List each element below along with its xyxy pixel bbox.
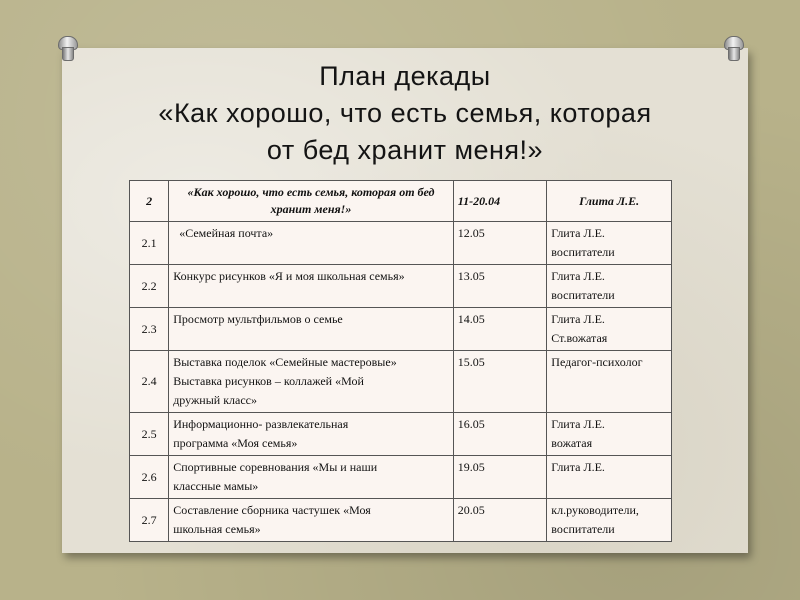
- title-line-1: План декады: [319, 61, 491, 91]
- row-date: 14.05: [453, 308, 547, 351]
- header-num: 2: [130, 181, 169, 222]
- row-date: 13.05: [453, 265, 547, 308]
- row-name: Просмотр мультфильмов о семье: [169, 308, 454, 351]
- row-date: 19.05: [453, 456, 547, 499]
- row-num: 2.5: [130, 413, 169, 456]
- row-responsible: кл.руководители, воспитатели: [547, 499, 672, 542]
- row-responsible: Глита Л.Е. Ст.вожатая: [547, 308, 672, 351]
- row-responsible: Глита Л.Е. воспитатели: [547, 265, 672, 308]
- row-responsible: Педагог-психолог: [547, 351, 672, 413]
- row-responsible: Глита Л.Е. воспитатели: [547, 222, 672, 265]
- row-num: 2.7: [130, 499, 169, 542]
- table-row: [130, 308, 672, 351]
- table-row: [130, 413, 672, 456]
- row-date: 16.05: [453, 413, 547, 456]
- row-responsible: Глита Л.Е. вожатая: [547, 413, 672, 456]
- page-title: [62, 58, 748, 169]
- row-num: 2.2: [130, 265, 169, 308]
- pushpin-icon: [58, 36, 76, 60]
- plan-table: [129, 180, 672, 542]
- row-date: 12.05: [453, 222, 547, 265]
- row-name: Выставка поделок «Семейные мастеровые» Выставка рисунков – коллажей «Мой дружный класс»: [169, 351, 454, 413]
- row-name: Информационно- развлекательная программа «Моя семья»: [169, 413, 454, 456]
- title-line-3: от бед хранит меня!»: [266, 135, 544, 165]
- row-date: 20.05: [453, 499, 547, 542]
- table-row: [130, 456, 672, 499]
- header-responsible: Глита Л.Е.: [547, 181, 672, 222]
- table-row: [130, 351, 672, 413]
- header-name: «Как хорошо, что есть семья, которая от бед хранит меня!»: [169, 181, 454, 222]
- row-num: 2.6: [130, 456, 169, 499]
- row-num: 2.3: [130, 308, 169, 351]
- title-line-2: «Как хорошо, что есть семья, которая: [158, 98, 652, 128]
- row-name: Конкурс рисунков «Я и моя школьная семья»: [169, 265, 454, 308]
- header-date: 11-20.04: [453, 181, 547, 222]
- table-row: [130, 222, 672, 265]
- pushpin-icon: [724, 36, 742, 60]
- row-num: 2.4: [130, 351, 169, 413]
- table-row: [130, 265, 672, 308]
- row-num: 2.1: [130, 222, 169, 265]
- table-header-row: [130, 181, 672, 222]
- row-date: 15.05: [453, 351, 547, 413]
- row-name: Спортивные соревнования «Мы и наши классные мамы»: [169, 456, 454, 499]
- row-name: «Семейная почта»: [169, 222, 454, 265]
- row-name: Составление сборника частушек «Моя школьная семья»: [169, 499, 454, 542]
- row-responsible: Глита Л.Е.: [547, 456, 672, 499]
- table-row: [130, 499, 672, 542]
